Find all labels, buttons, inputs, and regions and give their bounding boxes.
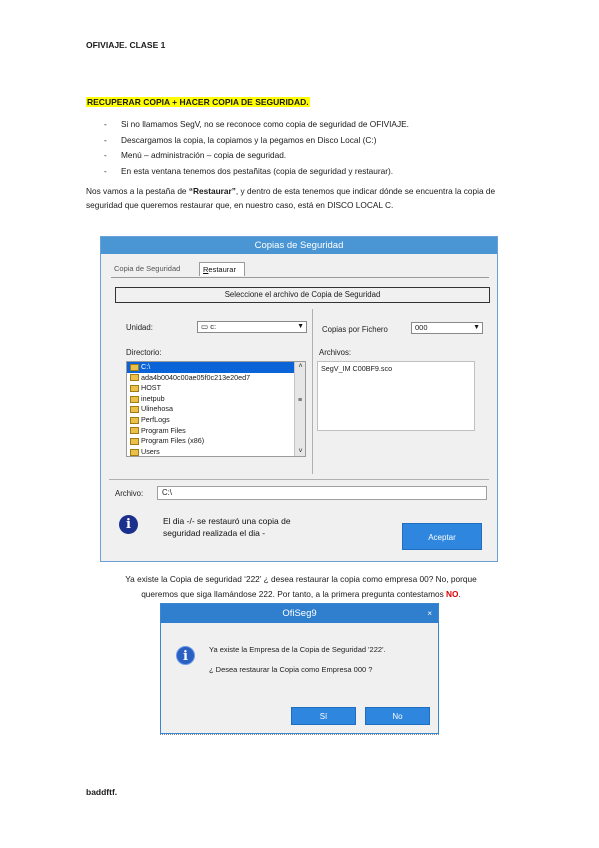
unidad-select[interactable] — [197, 321, 307, 333]
paragraph-text: queremos que siga llamándose 222. Por tanto, a la primera pregunta contestamos — [141, 589, 447, 600]
si-button[interactable]: Sí — [291, 707, 356, 725]
info-line: seguridad realizada el dia - — [163, 528, 266, 538]
directory-scrollbar[interactable] — [294, 362, 305, 456]
bullet-item: - En esta ventana tenemos dos pestañitas (copia de seguridad y restaurar). — [104, 164, 409, 180]
paragraph-line — [86, 587, 516, 602]
directory-name: HOST — [141, 383, 161, 393]
directory-item[interactable] — [127, 447, 305, 457]
directory-name: inetpub — [141, 393, 165, 403]
section-title: RECUPERAR COPIA + HACER COPIA DE SEGURIDAD. — [87, 97, 309, 107]
info-icon: i — [176, 646, 195, 665]
panel-divider — [312, 309, 313, 474]
archivo-input[interactable]: C:\ — [157, 486, 487, 500]
dialog-titlebar — [161, 604, 438, 623]
answer-no-text: NO — [446, 589, 459, 600]
directory-name: C:\ — [141, 362, 151, 371]
directory-item[interactable] — [127, 394, 305, 405]
folder-icon — [130, 438, 139, 445]
ofiseg-dialog — [160, 603, 439, 734]
directory-item[interactable] — [127, 362, 295, 373]
dialog-question: ¿ Desea restaurar la Copia como Empresa 000 ? — [209, 665, 373, 674]
separator — [109, 479, 489, 480]
unidad-label: Unidad: — [126, 323, 153, 332]
file-item[interactable]: SegV_IM C00BF9.sco — [321, 364, 393, 373]
tab-copia-seguridad[interactable]: Copia de Seguridad — [114, 264, 181, 273]
document-header: OFIVIAJE. CLASE 1 — [86, 40, 166, 50]
dialog-title: Copias de Seguridad — [101, 237, 497, 254]
copias-value: 000 — [415, 323, 428, 332]
drive-icon: ▭ — [201, 322, 209, 331]
restore-info-message — [163, 515, 343, 539]
bullet-item: - Si no llamamos SegV, no se reconoce como copia de seguridad de OFIVIAJE. — [104, 117, 409, 133]
chevron-down-icon: ▼ — [473, 324, 480, 331]
folder-icon — [130, 406, 139, 413]
image-bottom-edge — [160, 734, 439, 735]
tab-restaurar-accesskey: R — [203, 265, 209, 274]
archivo-label: Archivo: — [115, 489, 144, 498]
no-button[interactable]: No — [365, 707, 430, 725]
folder-icon — [130, 427, 139, 434]
dialog-message: Ya existe la Empresa de la Copia de Seguridad '222'. — [209, 645, 386, 654]
directory-name: Users — [141, 446, 160, 456]
document-footer: baddftf. — [86, 787, 118, 797]
unidad-value: c: — [210, 322, 217, 331]
scroll-thumb[interactable]: ≡ — [297, 397, 303, 404]
directory-item[interactable] — [127, 436, 305, 447]
bullet-item: - Descargamos la copia, la copiamos y la pegamos en Disco Local (C:) — [104, 133, 409, 149]
directory-item[interactable] — [127, 415, 305, 426]
paragraph-restaurar — [86, 185, 516, 213]
select-file-header: Seleccione el archivo de Copia de Seguridad — [115, 287, 490, 303]
close-icon[interactable]: × — [427, 609, 432, 618]
paragraph-emphasis: “Restaurar” — [188, 186, 236, 196]
paragraph-text: Nos vamos a la pestaña de — [86, 186, 189, 196]
archivos-label: Archivos: — [319, 348, 352, 357]
directorio-label: Directorio: — [126, 348, 162, 357]
directory-name: PerfLogs — [141, 414, 170, 424]
copias-seguridad-dialog — [100, 236, 498, 562]
paragraph-line: Ya existe la Copia de seguridad ‘222’ ¿ desea restaurar la copia como empresa 00? No, porque — [125, 574, 477, 584]
bullet-item: - Menú – administración – copia de seguridad. — [104, 148, 409, 164]
directory-item[interactable] — [127, 383, 305, 394]
tab-restaurar[interactable] — [199, 262, 245, 276]
directory-item[interactable] — [127, 373, 305, 384]
directory-item[interactable] — [127, 426, 305, 437]
aceptar-button[interactable]: Aceptar — [402, 523, 482, 550]
scroll-up-icon[interactable]: ˄ — [298, 363, 303, 370]
directory-name: Program Files — [141, 425, 186, 435]
directory-name: ada4b0040c00ae05f0c213e20ed7 — [141, 372, 251, 382]
dialog-title: OfiSeg9 — [282, 608, 317, 619]
info-line: El dia -/- se restauró una copia de — [163, 516, 291, 526]
chevron-down-icon: ▼ — [297, 323, 304, 330]
copias-select[interactable] — [411, 322, 483, 334]
tab-restaurar-label: estaurar — [208, 265, 236, 274]
paragraph-existe — [86, 572, 516, 603]
folder-icon — [130, 449, 139, 456]
scroll-down-icon[interactable]: ˅ — [298, 448, 303, 455]
folder-icon — [130, 374, 139, 381]
paragraph-text: , y dentro de esta tenemos que indicar dónde se encuentra la copia de seguridad que queremos restaurar que, en nuestro caso, está en DISCO LOCAL C. — [86, 186, 496, 210]
copias-label: Copias por Fichero — [322, 325, 388, 334]
info-icon: i — [119, 515, 138, 534]
directory-item[interactable] — [127, 404, 305, 415]
directory-name: Ulinehosa — [141, 404, 173, 414]
directory-list[interactable] — [126, 361, 306, 457]
folder-icon — [130, 417, 139, 424]
folder-icon — [130, 396, 139, 403]
files-list[interactable] — [317, 361, 475, 431]
folder-icon — [130, 385, 139, 392]
bullet-list — [104, 117, 409, 179]
paragraph-text: . — [458, 589, 461, 600]
folder-icon — [130, 364, 139, 371]
tab-panel-border — [111, 277, 489, 278]
directory-name: Program Files (x86) — [141, 436, 205, 446]
